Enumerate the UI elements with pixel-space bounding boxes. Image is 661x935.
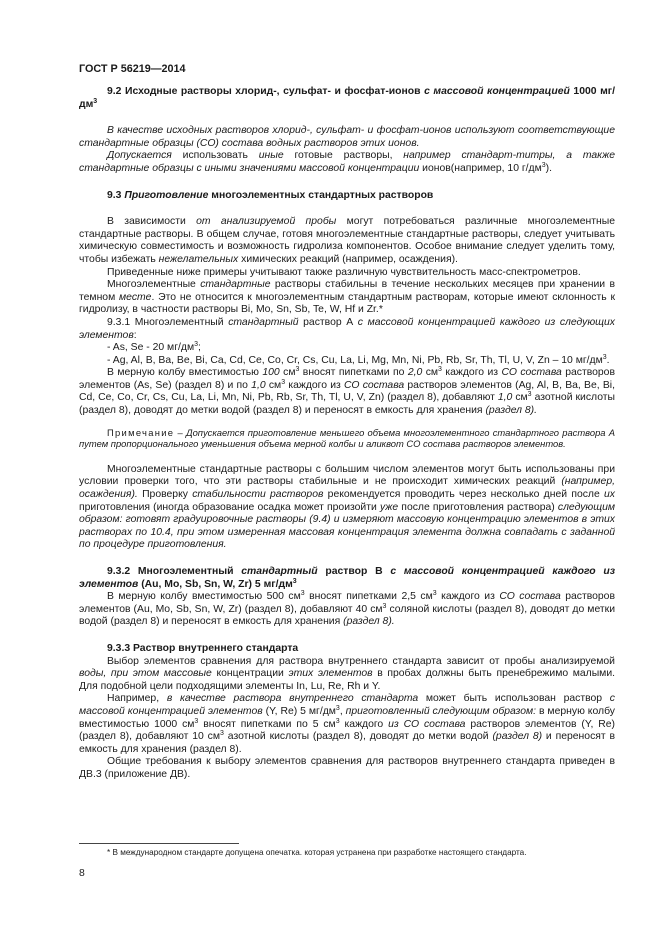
section-9-3-para-1: В зависимости от анализируемой пробы могут потребоваться различные многоэлементные стандартные растворы. В общем случае, готовя многоэлементные стандартные растворы, следует учитывать химическую совместимость и возможность гидролиза компонентов. Особое внимание следует уделить тому, чтобы избежать нежелательных химических реакций (например, осаждения). — [79, 216, 615, 265]
footnote: * В международном стандарте допущена опечатка. которая устранена при разработке настоящего стандарта. — [107, 848, 527, 857]
section-9-2-para-1: В качестве исходных растворов хлорид-, сульфат- и фосфат-ионов используют соответствующие стандартные образцы (СО) состава водных растворов этих ионов. — [79, 125, 615, 149]
page-number: 8 — [79, 868, 85, 879]
list-item-as-se: - As, Se - 20 $мг/дм^3$; — [107, 341, 201, 354]
note-block: Примечание – Допускается приготовление меньшего объема многоэлементного стандартного раствора А путем пропорционального уменьшения объема мерной колбы и аликвот СО состава растворов элементов. — [79, 426, 615, 450]
document-header: ГОСТ Р 56219—2014 — [79, 63, 186, 75]
page-content — [79, 86, 615, 782]
footnote-divider — [79, 843, 239, 844]
list-item-elements-10: - Ag, Al, B, Ba, Be, Bi, Ca, Cd, Ce, Co, Cr, Cs, Cu, La, Li, Mg, Mn, Ni, Pb, Rb, Sr, Th, Tl, U, V, Zn – 10 $мг/дм^3$. — [107, 353, 610, 366]
section-9-3-3-para-3: Общие требования к выбору элементов сравнения для растворов внутреннего стандарта приведен в ДВ.3 (приложение ДВ). — [79, 756, 615, 780]
section-9-3-1-para: 9.3.1 Многоэлементный стандартный раствор А с массовой концентрацией каждого из следующих элементов: — [79, 316, 615, 341]
section-9-2-para-2: Допускается использовать иные готовые растворы, например стандарт-титры, а также стандартные образцы с иными значениями массовой концентрации ионов(например, 10 $г/дм^3$). — [79, 150, 616, 174]
section-9-3-heading: 9.3 Приготовление многоэлементных стандартных растворов — [107, 189, 434, 201]
section-9-3-para-3: Многоэлементные стандартные растворы стабильны в течение нескольких месяцев при хранении в темном месте. Это не относится к многоэлементным стандартным растворам, которые имеют склонность к гидролизу, в частности растворы Bi, Mo, Sn, Sb, Te, W, Hf и Zr.* — [79, 279, 615, 316]
section-9-3-3-heading: 9.3.3 Раствор внутреннего стандарта — [107, 642, 299, 654]
section-9-3-3-para-1: Выбор элементов сравнения для раствора внутреннего стандарта зависит от пробы анализируемой воды, при этом массовые концентрации этих элементов в пробах должны быть пренебрежимо малыми. Для подобной цели подходящими элементы In, Lu, Re, Rh и Y. — [79, 655, 616, 692]
section-9-3-3-para-2: Например, в качестве раствора внутреннего стандарта может быть использован раствор с массовой концентрацией элементов (Y, Re) 5 $мг/дм^3$, приготовленный следующим образом: в мерную колбу вместимостью 1000 $см^3$ вносят пипетками по 5 $см^3$ каждого из СО состава растворов элементов (Y, Re) (раздел 8), добавляют 10 $см^3$ азотной кислоты (раздел 8), доводят до метки водой (раздел 8) и переносят в емкость для хранения (раздел 8). — [79, 693, 616, 755]
section-9-3-para-2: Приведенные ниже примеры учитывают также различную чувствительность масс-спектрометров. — [107, 266, 581, 278]
section-9-2-heading: 9.2 Исходные растворы хлорид-, сульфат- и фосфат-ионов с массовой концентрацией 1000 $мг/дм^3$ — [79, 86, 615, 110]
section-9-3-para-stability: Многоэлементные стандартные растворы с большим числом элементов могут быть использованы при условии проверки того, что эти растворы стабильные и не происходит химических реакций (например, осаждения). Проверку стабильности растворов рекомендуется проводить через несколько дней после их приготовления (иногда образование осадка может произойти уже после приготовления раствора) следующим образом: готовят градуировочные растворы (9.4) и измеряют массовую концентрацию элементов в этих растворах по 10.4, при этом измеренная массовая концентрация элемента должна совпадать с заданной по процедуре приготовления. — [79, 463, 615, 551]
section-9-3-2-para: В мерную колбу вместимостью 500 $см^3$ вносят пипетками 2,5 $см^3$ каждого из СО состава растворов элементов (Au, Mo, Sb, Sn, W, Zr) (раздел 8), добавляют 40 $см^3$ соляной кислоты (раздел 8), доводят до метки водой (раздел 8) и переносят в емкость для хранения (раздел 8). — [79, 590, 615, 628]
section-9-3-1-procedure: В мерную колбу вместимостью 100 $см^3$ вносят пипетками по 2,0 $см^3$ каждого из СО состава растворов элементов (As, Se) (раздел 8) и по 1,0 $см^3$ каждого из СО состава растворов элементов (Ag, Al, B, Ba, Be, Bi, Cd, Ce, Co, Cr, Cs, Cu, La, Li, Mn, Ni, Pb, Rb, Sr, Th, Tl, U, V, Zn) (раздел 8), добавляют 1,0 $см^3$ азотной кислоты (раздел 8), доводят до метки водой (раздел 8) и переносят в емкость для хранения (раздел 8). — [79, 366, 615, 417]
section-9-3-2-heading: 9.3.2 Многоэлементный стандартный раствор В с массовой концентрацией каждого из элементов (Au, Mo, Sb, Sn, W, Zr) 5 $мг/дм^3$ — [79, 566, 616, 590]
note-label: Примечание — [107, 426, 175, 438]
